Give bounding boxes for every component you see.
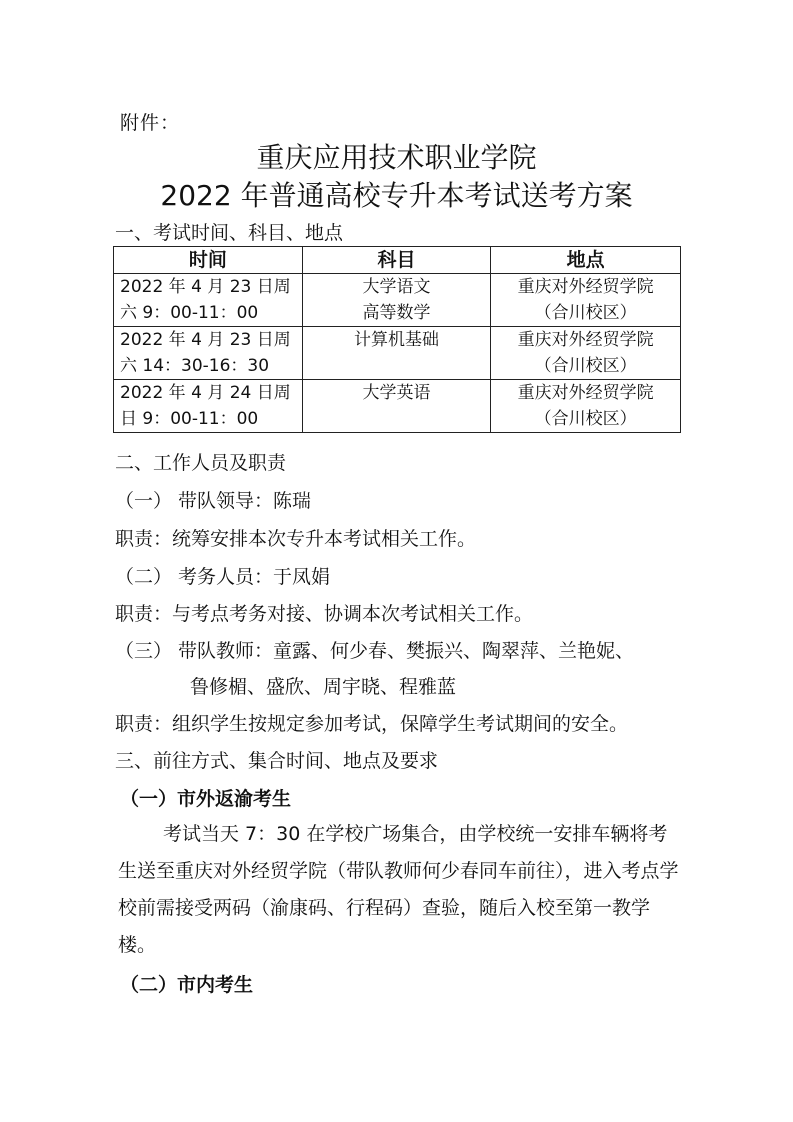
staff-exam-affairs-duty: 职责：与考点考务对接、协调本次考试相关工作。 <box>115 603 534 625</box>
place-line: 重庆对外经贸学院 <box>517 383 654 403</box>
cell-time <box>114 380 303 433</box>
table-row <box>114 327 681 380</box>
table-header-row <box>114 247 681 274</box>
staff-teachers-label-continued: 鲁修楣、盛欣、周宇晓、程雅蓝 <box>190 676 457 698</box>
staff-leader-label: （一） 带队领导：陈瑞 <box>115 490 312 512</box>
subject-line: 大学英语 <box>362 383 431 403</box>
time-line: 2022 年 4 月 23 日周 <box>120 330 291 350</box>
header-place: 地点 <box>491 247 681 274</box>
subsection1-paragraph: 考试当天 7：30 在学校广场集合，由学校统一安排车辆将考生送至重庆对外经贸学院（带队教师何少春同车前往），进入考点学校前需接受两码（渝康码、行程码）查验，随后入校至第一教学楼。 <box>118 823 679 956</box>
cell-place <box>491 274 681 327</box>
cell-subject <box>302 327 491 380</box>
subject-line: 高等数学 <box>362 303 431 323</box>
cell-subject <box>302 380 491 433</box>
document-title-line2: 2022 年普通高校专升本考试送考方案 <box>160 179 633 212</box>
staff-exam-affairs-label: （二） 考务人员：于凤娟 <box>115 566 331 588</box>
cell-place <box>491 380 681 433</box>
cell-time <box>114 274 303 327</box>
subsection2-heading: （二）市内考生 <box>120 974 254 996</box>
subject-line: 大学语文 <box>362 277 431 297</box>
time-line: 2022 年 4 月 23 日周 <box>120 277 291 297</box>
section3-heading: 三、前往方式、集合时间、地点及要求 <box>115 750 439 772</box>
header-time: 时间 <box>114 247 303 274</box>
place-line: （合川校区） <box>534 303 637 323</box>
place-line: 重庆对外经贸学院 <box>517 330 654 350</box>
subsection1-heading: （一）市外返渝考生 <box>120 788 292 810</box>
header-subject: 科目 <box>302 247 491 274</box>
cell-place <box>491 327 681 380</box>
table-row <box>114 274 681 327</box>
place-line: （合川校区） <box>534 409 637 429</box>
staff-teachers-duty: 职责：组织学生按规定参加考试，保障学生考试期间的安全。 <box>115 713 629 735</box>
section1-heading: 一、考试时间、科目、地点 <box>115 222 344 244</box>
document-title-line1: 重庆应用技术职业学院 <box>256 141 537 174</box>
place-line: 重庆对外经贸学院 <box>517 277 654 297</box>
cell-subject <box>302 274 491 327</box>
subject-line: 计算机基础 <box>354 330 439 350</box>
time-line: 六 14：30-16：30 <box>120 356 270 376</box>
time-line: 2022 年 4 月 24 日周 <box>120 383 291 403</box>
annex-label: 附件： <box>120 112 181 134</box>
table-row <box>114 380 681 433</box>
time-line: 六 9：00-11：00 <box>120 303 259 323</box>
cell-time <box>114 327 303 380</box>
staff-leader-duty: 职责：统筹安排本次专升本考试相关工作。 <box>115 528 477 550</box>
section2-heading: 二、工作人员及职责 <box>115 452 287 474</box>
place-line: （合川校区） <box>534 356 637 376</box>
time-line: 日 9：00-11：00 <box>120 409 259 429</box>
staff-teachers-label: （三） 带队教师：童露、何少春、樊振兴、陶翠萍、兰艳妮、 <box>115 640 635 662</box>
exam-schedule-table <box>113 246 681 433</box>
